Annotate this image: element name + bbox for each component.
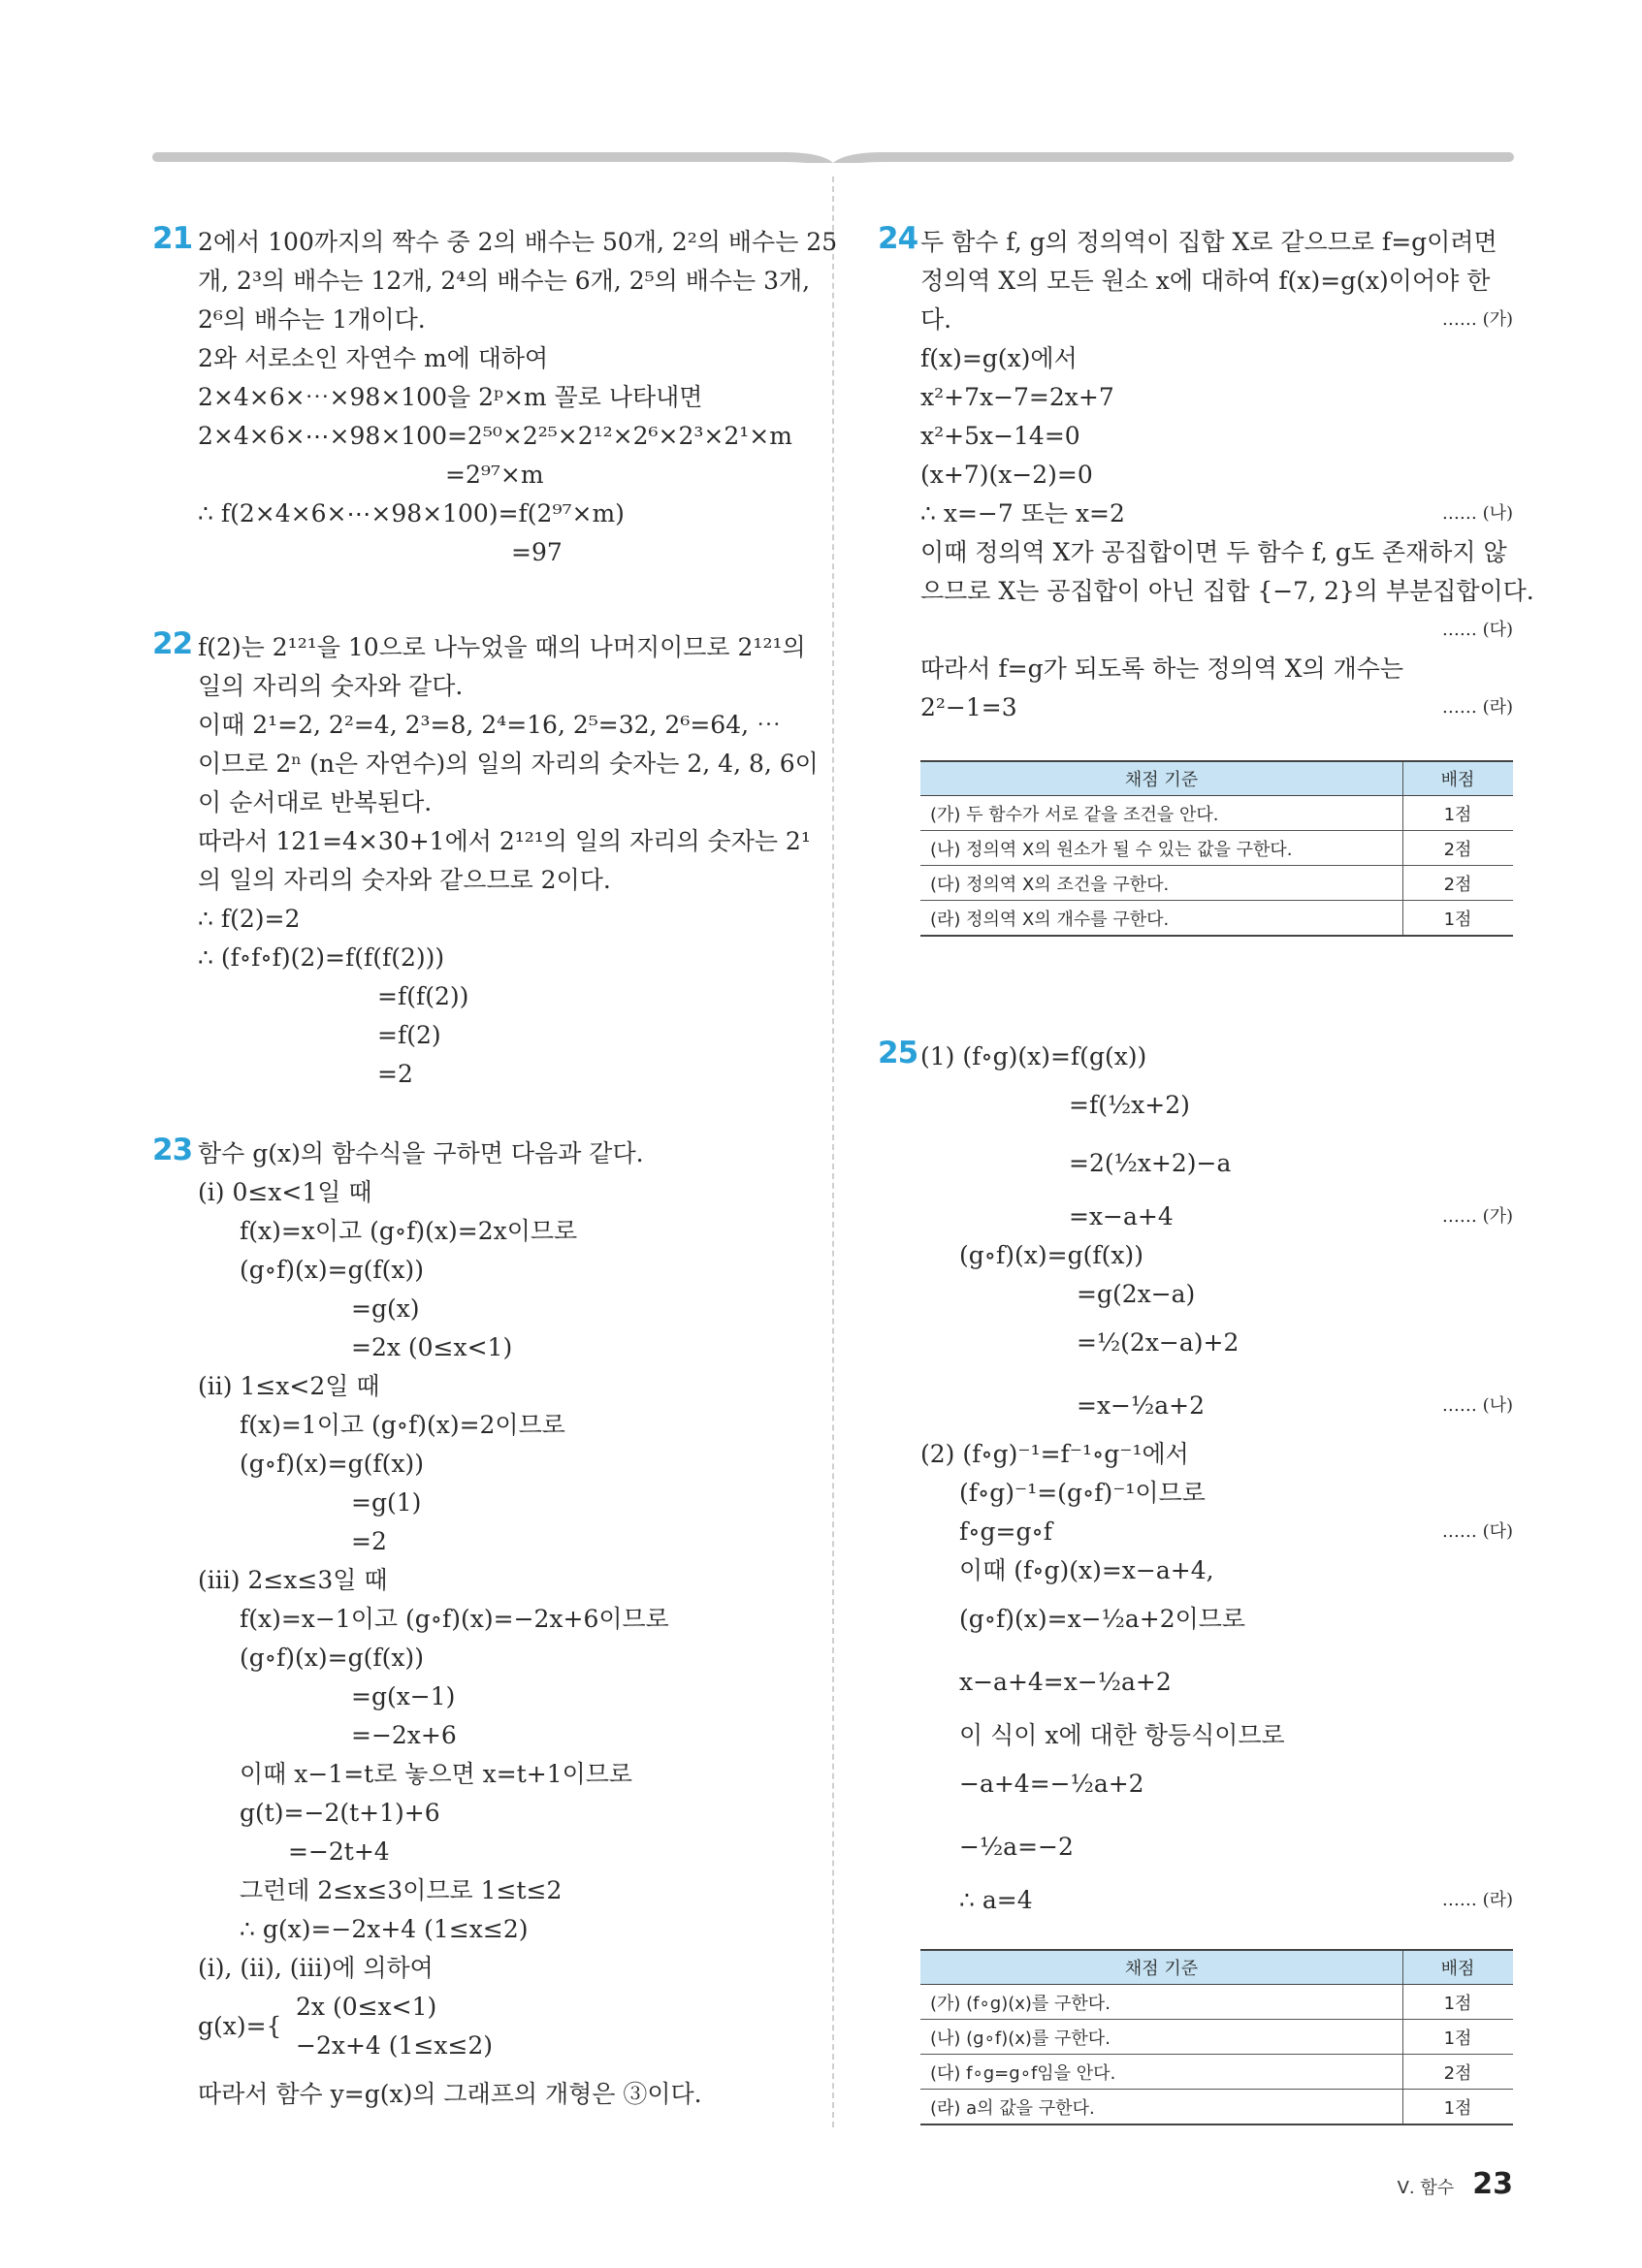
- problem-number: 22: [152, 626, 193, 661]
- equation-line: f(x)=x−1이고 (g∘f)(x)=−2x+6이므로: [240, 1605, 669, 1633]
- grading-table: [920, 760, 1513, 937]
- equation-line: =−2x+6: [351, 1721, 457, 1749]
- table-header-criteria: 채점 기준: [920, 761, 1403, 796]
- equation-line: =2(½x+2)−a: [1069, 1149, 1232, 1177]
- text-line: 그런데 2≤x≤3이므로 1≤t≤2: [240, 1876, 563, 1904]
- points-cell: 1점: [1403, 2020, 1514, 2055]
- equation-line: (g∘f)(x)=g(f(x)): [240, 1644, 424, 1672]
- table-header-criteria: 채점 기준: [920, 1950, 1403, 1985]
- equation-line: −a+4=−½a+2: [959, 1770, 1144, 1798]
- equation-line: ∴ g(x)=−2x+4 (1≤x≤2): [240, 1915, 529, 1943]
- equation-line: g(t)=−2(t+1)+6: [240, 1799, 440, 1827]
- text-line: 이때 x−1=t로 놓으면 x=t+1이므로: [240, 1760, 633, 1788]
- criteria-cell: (가) 두 함수가 서로 같을 조건을 안다.: [920, 796, 1403, 831]
- table-row: [920, 866, 1513, 901]
- section-label: Ⅴ. 함수: [1397, 2178, 1455, 2198]
- equation-line: 2×4×6×⋯×98×100=2⁵⁰×2²⁵×2¹²×2⁶×2³×2¹×m: [198, 422, 792, 450]
- step-tag: …… (다): [1441, 620, 1513, 640]
- text-line: (ⅰ), (ⅱ), (ⅲ)에 의하여: [198, 1954, 434, 1982]
- text-line: 이 식이 x에 대한 항등식이므로: [959, 1721, 1285, 1749]
- equation-line: =2x (0≤x<1): [351, 1333, 513, 1361]
- table-row: [920, 2020, 1513, 2055]
- equation-line: f(x)=1이고 (g∘f)(x)=2이므로: [240, 1411, 565, 1439]
- text-line: 이 순서대로 반복된다.: [198, 788, 433, 816]
- equation-line: 이때 (f∘g)(x)=x−a+4,: [959, 1556, 1214, 1584]
- equation-line: =97: [511, 538, 563, 566]
- equation-line: =g(2x−a): [1077, 1280, 1196, 1308]
- text-line: 이므로 2ⁿ (n은 자연수)의 일의 자리의 숫자는 2, 4, 8, 6이: [198, 750, 819, 778]
- step-tag: …… (다): [1441, 1521, 1513, 1542]
- equation-line: 2²−1=3: [920, 693, 1017, 721]
- problem-number: 23: [152, 1133, 193, 1167]
- table-header-row: [920, 1950, 1513, 1985]
- equation-line: =x−½a+2: [1077, 1391, 1205, 1420]
- text-line: 두 함수 f, g의 정의역이 집합 X로 같으므로 f=g이려면: [920, 228, 1497, 256]
- equation-line: (g∘f)(x)=g(f(x)): [240, 1256, 424, 1284]
- equation-line: ∴ f(2)=2: [198, 905, 301, 933]
- piecewise-case: −2x+4 (1≤x≤2): [296, 2031, 494, 2060]
- text-line: 의 일의 자리의 숫자와 같으므로 2이다.: [198, 866, 611, 894]
- equation-line: f∘g=g∘f: [959, 1517, 1052, 1546]
- grading-table: [920, 1949, 1513, 2125]
- equation-line: −½a=−2: [959, 1833, 1074, 1861]
- equation-line: x²+5x−14=0: [920, 422, 1080, 450]
- criteria-cell: (가) (f∘g)(x)를 구한다.: [920, 1985, 1403, 2020]
- table-row: [920, 901, 1513, 937]
- text-line: 이때 정의역 X가 공집합이면 두 함수 f, g도 존재하지 않: [920, 538, 1507, 566]
- text-line: 으므로 X는 공집합이 아닌 집합 {−7, 2}의 부분집합이다.: [920, 577, 1534, 605]
- piecewise-case: 2x (0≤x<1): [296, 1993, 437, 2021]
- table-row: [920, 2090, 1513, 2125]
- equation-line: =−2t+4: [288, 1837, 390, 1866]
- criteria-cell: (나) 정의역 X의 원소가 될 수 있는 값을 구한다.: [920, 831, 1403, 866]
- equation-line: =2⁹⁷×m: [445, 461, 544, 489]
- equation-line: =f(2): [377, 1021, 441, 1049]
- equation-line: =g(1): [351, 1488, 422, 1517]
- text-line: 따라서 f=g가 되도록 하는 정의역 X의 개수는: [920, 655, 1404, 683]
- equation-line: ∴ f(2×4×6×⋯×98×100)=f(2⁹⁷×m): [198, 499, 625, 527]
- criteria-cell: (라) a의 값을 구한다.: [920, 2090, 1403, 2125]
- equation-line: (g∘f)(x)=g(f(x)): [240, 1450, 424, 1478]
- step-tag: …… (가): [1441, 309, 1513, 330]
- equation-line: (f∘g)⁻¹=(g∘f)⁻¹이므로: [959, 1479, 1206, 1507]
- equation-line: (x+7)(x−2)=0: [920, 461, 1093, 489]
- equation-line: =g(x−1): [351, 1682, 456, 1710]
- equation-line: =½(2x−a)+2: [1077, 1328, 1240, 1357]
- table-row: [920, 831, 1513, 866]
- text-line: 개, 2³의 배수는 12개, 2⁴의 배수는 6개, 2⁵의 배수는 3개,: [198, 267, 811, 295]
- points-cell: 2점: [1403, 831, 1514, 866]
- table-row: [920, 2055, 1513, 2090]
- criteria-cell: (나) (g∘f)(x)를 구한다.: [920, 2020, 1403, 2055]
- case-heading: (ⅱ) 1≤x<2일 때: [198, 1372, 380, 1400]
- text-line: 2와 서로소인 자연수 m에 대하여: [198, 344, 549, 372]
- criteria-cell: (다) f∘g=g∘f임을 안다.: [920, 2055, 1403, 2090]
- case-heading: (ⅲ) 2≤x≤3일 때: [198, 1566, 388, 1594]
- table-row: [920, 1985, 1513, 2020]
- text-line: 이때 2¹=2, 2²=4, 2³=8, 2⁴=16, 2⁵=32, 2⁶=64, ⋯: [198, 711, 782, 739]
- equation-line: ∴ a=4: [959, 1886, 1033, 1914]
- top-divider-bar: [152, 149, 1514, 163]
- text-line: 2에서 100까지의 짝수 중 2의 배수는 50개, 2²의 배수는 25: [198, 228, 838, 256]
- equation-line: x−a+4=x−½a+2: [959, 1668, 1172, 1696]
- text-line: 함수 g(x)의 함수식을 구하면 다음과 같다.: [198, 1139, 644, 1167]
- points-cell: 1점: [1403, 901, 1514, 937]
- equation-line: =g(x): [351, 1294, 420, 1323]
- table-row: [920, 796, 1513, 831]
- equation-line: x²+7x−7=2x+7: [920, 383, 1114, 411]
- points-cell: 1점: [1403, 1985, 1514, 2020]
- text-line: 다.: [920, 305, 952, 334]
- step-tag: …… (라): [1441, 1890, 1513, 1910]
- table-header-row: [920, 761, 1513, 796]
- page-number: 23: [1472, 2167, 1513, 2201]
- equation-line: ∴ (f∘f∘f)(2)=f(f(f(2))): [198, 943, 445, 972]
- equation-line: =2: [377, 1060, 413, 1088]
- piecewise-lhs: [198, 2007, 281, 2046]
- step-tag: …… (라): [1441, 697, 1513, 718]
- points-cell: 1점: [1403, 2090, 1514, 2125]
- equation-line: f(x)=x이고 (g∘f)(x)=2x이므로: [240, 1217, 578, 1245]
- step-tag: …… (나): [1441, 503, 1513, 524]
- problem-number: 21: [152, 221, 193, 256]
- criteria-cell: (다) 정의역 X의 조건을 구한다.: [920, 866, 1403, 901]
- equation-line: ∴ x=−7 또는 x=2: [920, 499, 1125, 527]
- points-cell: 2점: [1403, 866, 1514, 901]
- text-line: 2⁶의 배수는 1개이다.: [198, 305, 426, 334]
- equation-line: (1) (f∘g)(x)=f(g(x)): [920, 1042, 1147, 1070]
- case-heading: (ⅰ) 0≤x<1일 때: [198, 1178, 372, 1206]
- problem-number: 24: [878, 221, 918, 256]
- equation-line: =f(f(2)): [377, 982, 469, 1010]
- problem-number: 25: [878, 1036, 918, 1070]
- points-cell: 1점: [1403, 796, 1514, 831]
- piecewise-label: g(x)={: [198, 2012, 282, 2040]
- equation-line: 2×4×6×⋯×98×100을 2ᵖ×m 꼴로 나타내면: [198, 383, 703, 411]
- step-tag: …… (가): [1441, 1206, 1513, 1227]
- text-line: 정의역 X의 모든 원소 x에 대하여 f(x)=g(x)이어야 한: [920, 267, 1491, 295]
- column-divider: [832, 176, 834, 2127]
- equation-line: =f(½x+2): [1069, 1091, 1190, 1119]
- table-header-points: 배점: [1403, 761, 1514, 796]
- step-tag: …… (나): [1441, 1395, 1513, 1416]
- equation-line: =2: [351, 1527, 387, 1555]
- criteria-cell: (라) 정의역 X의 개수를 구한다.: [920, 901, 1403, 937]
- equation-line: (g∘f)(x)=g(f(x)): [959, 1241, 1143, 1269]
- equation-line: (2) (f∘g)⁻¹=f⁻¹∘g⁻¹에서: [920, 1440, 1189, 1468]
- equation-line: f(x)=g(x)에서: [920, 344, 1078, 372]
- points-cell: 2점: [1403, 2055, 1514, 2090]
- text-line: 따라서 함수 y=g(x)의 그래프의 개형은 ③이다.: [198, 2080, 702, 2108]
- table-header-points: 배점: [1403, 1950, 1514, 1985]
- page-footer: [1398, 2167, 1513, 2201]
- equation-line: (g∘f)(x)=x−½a+2이므로: [959, 1605, 1246, 1633]
- text-line: 일의 자리의 숫자와 같다.: [198, 672, 464, 700]
- text-line: 따라서 121=4×30+1에서 2¹²¹의 일의 자리의 숫자는 2¹: [198, 827, 811, 855]
- equation-line: =x−a+4: [1069, 1202, 1174, 1230]
- text-line: f(2)는 2¹²¹을 10으로 나누었을 때의 나머지이므로 2¹²¹의: [198, 633, 806, 661]
